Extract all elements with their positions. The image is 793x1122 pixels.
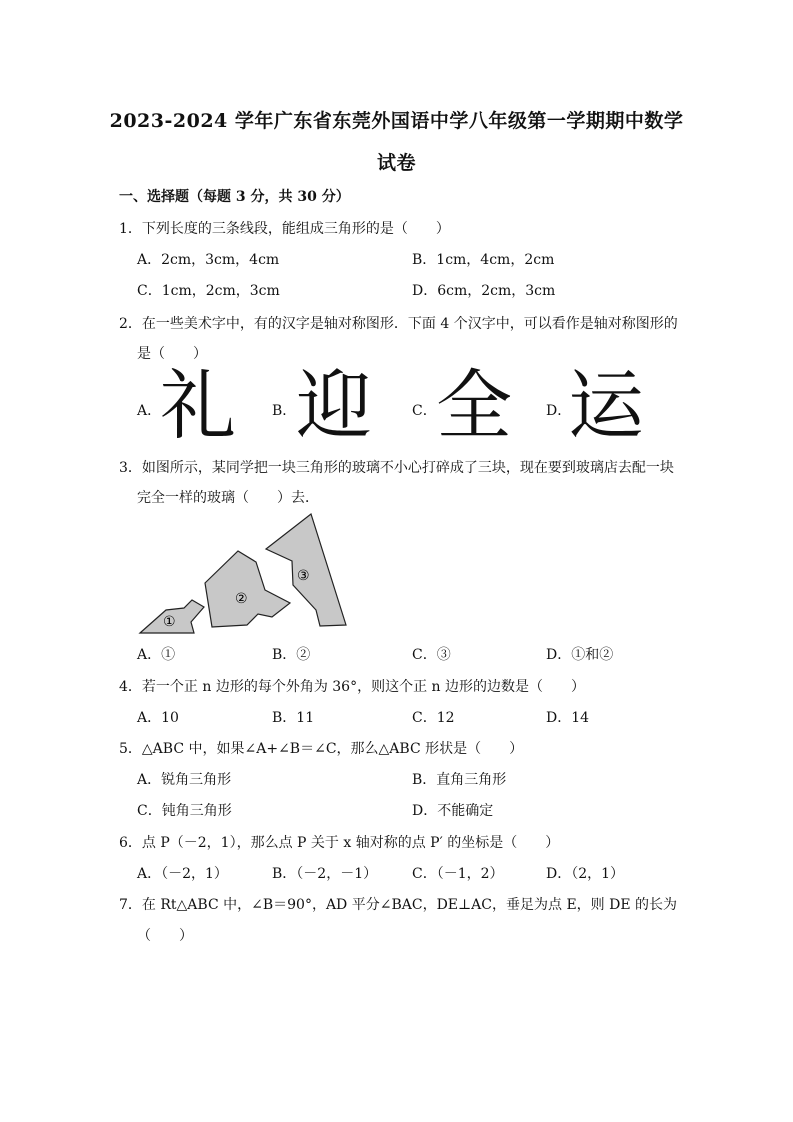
fragment-label-3: ③ (297, 568, 310, 584)
question-5-option-b: B．直角三角形 (412, 772, 507, 788)
section-heading: 一、选择题（每题 3 分，共 30 分） (119, 189, 350, 205)
question-3-option-b: B．② (272, 647, 311, 663)
character-quan: 全 (436, 361, 512, 450)
character-li: 礼 (160, 361, 236, 450)
question-2-option-b: B． (272, 403, 297, 419)
question-6-option-c: C．（－1，2） (412, 866, 504, 882)
question-5-stem: 5．△ABC 中，如果∠A+∠B＝∠C，那么△ABC 形状是（ ） (119, 741, 524, 757)
question-1-option-a: A．2cm，3cm，4cm (137, 252, 280, 268)
question-4-option-c: C．12 (412, 710, 455, 726)
character-yun: 运 (568, 361, 644, 450)
exam-title-line-1: 2023-2024 学年广东省东莞外国语中学八年级第一学期期中数学 (109, 110, 684, 132)
question-3-option-c: C．③ (412, 647, 451, 663)
question-3-stem-line-1: 3．如图所示，某同学把一块三角形的玻璃不小心打碎成了三块，现在要到玻璃店去配一块 (119, 460, 674, 476)
question-2-option-c: C． (412, 403, 437, 419)
question-2-option-a: A． (137, 403, 162, 419)
question-1-option-c: C．1cm，2cm，3cm (137, 283, 280, 299)
fragment-label-2: ② (235, 591, 248, 607)
question-5-option-c: C．钝角三角形 (137, 803, 232, 819)
glass-fragment-2 (205, 551, 290, 627)
question-1-option-b: B．1cm，4cm，2cm (412, 252, 555, 268)
question-6-stem: 6．点 P（－2，1），那么点 P 关于 x 轴对称的点 P′ 的坐标是（ ） (119, 835, 560, 851)
question-1-option-d: D．6cm，2cm，3cm (412, 283, 556, 299)
question-4-option-b: B．11 (272, 710, 315, 726)
question-3-option-a: A．① (137, 647, 176, 663)
question-6-option-d: D．（2，1） (546, 866, 625, 882)
question-4-option-a: A．10 (137, 710, 179, 726)
question-3-stem-line-2: 完全一样的玻璃（ ）去． (137, 490, 319, 506)
question-7-stem-line-2: （ ） (137, 928, 193, 944)
question-2-option-d: D． (546, 403, 572, 419)
question-6-option-b: B．（－2，－1） (272, 866, 378, 882)
question-6-option-a: A．（－2，1） (137, 866, 228, 882)
question-2-stem-line-1: 2．在一些美术字中，有的汉字是轴对称图形．下面 4 个汉字中，可以看作是轴对称图形的 (119, 316, 678, 332)
fragment-label-1: ① (163, 614, 176, 630)
question-2-stem-line-2: 是（ ） (137, 346, 207, 362)
question-5-option-a: A．锐角三角形 (137, 772, 232, 788)
question-3-option-d: D．①和② (546, 647, 614, 663)
character-ying: 迎 (296, 361, 372, 450)
question-4-stem: 4．若一个正 n 边形的每个外角为 36°，则这个正 n 边形的边数是（ ） (119, 679, 586, 695)
question-7-stem-line-1: 7．在 Rt△ABC 中，∠B＝90°，AD 平分∠BAC，DE⊥AC，垂足为点 E，则 DE 的长为 (119, 897, 678, 913)
question-1-stem: 1．下列长度的三条线段，能组成三角形的是（ ） (119, 221, 450, 237)
question-5-option-d: D．不能确定 (412, 803, 494, 819)
question-4-option-d: D．14 (546, 710, 590, 726)
exam-title-line-2: 试卷 (376, 152, 416, 174)
